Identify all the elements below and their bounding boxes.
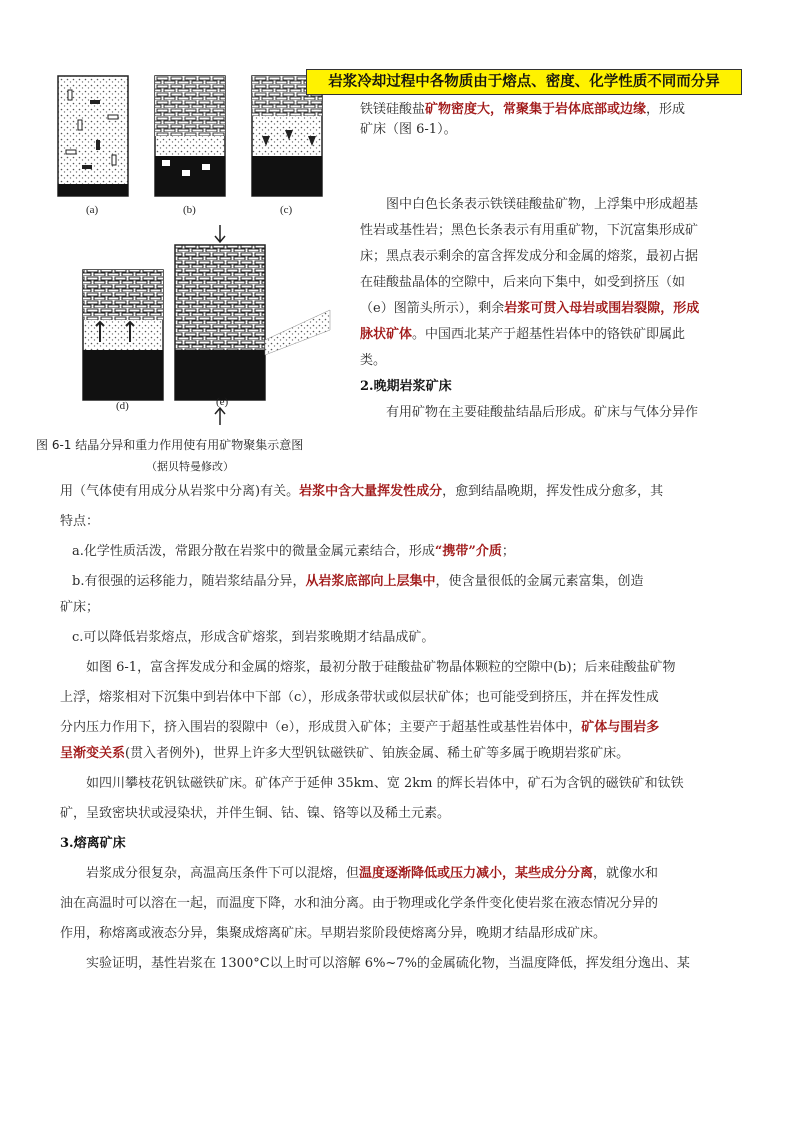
text-run: ，愈到结晶晚期，挥发性成分愈多，其 — [442, 484, 664, 499]
text-line: 有用矿物在主要硅酸盐结晶后形成。矿床与气体分异作 — [386, 405, 699, 420]
list-item: c.可以降低岩浆熔点，形成含矿熔浆，到岩浆晚期才结晶成矿。 — [72, 630, 435, 645]
text-line: 矿床； — [60, 600, 100, 615]
text-line: 上浮，熔浆相对下沉集中到岩体中下部（c），形成条带状或似层状矿体；也可能受到挤压，并在挥发性成 — [60, 690, 659, 705]
text-run: 分内压力作用下，挤入围岩的裂隙中（e），形成贯入矿体；主要产于超基性或基性岩体中， — [60, 720, 582, 735]
highlight-run: 温度逐渐降低或压力减小，某些成分分离 — [359, 866, 594, 881]
figure-caption: 图 6-1 结晶分异和重力作用使有用矿物聚集示意图 — [36, 438, 304, 452]
highlight-run: 岩浆中含大量挥发性成分 — [299, 484, 443, 499]
highlight-run: 呈渐变关系 — [60, 746, 126, 761]
panel-label-c: (c) — [280, 204, 293, 216]
panel-label-e: (e) — [216, 396, 229, 408]
highlight-run: 矿体与围岩多 — [581, 720, 660, 735]
list-item — [60, 572, 730, 592]
highlight-run: 矿物密度大，常聚集于岩体底部或边缘 — [425, 102, 647, 117]
text-line: 矿床（图 6-1）。 — [360, 122, 457, 137]
text-line — [60, 864, 730, 884]
crystallization-diagram — [30, 60, 360, 480]
text-line: 如图 6-1，富含挥发成分和金属的熔浆，最初分散于硅酸盐矿物晶体颗粒的空隙中(b)；后来硅酸盐矿物 — [86, 660, 676, 675]
highlight-run: 从岩浆底部向上层集中 — [305, 574, 436, 589]
body-text — [60, 482, 730, 974]
text-line: 图中白色长条表示铁镁硅酸盐矿物，上浮集中形成超基 — [386, 197, 699, 212]
text-line: 在硅酸盐晶体的空隙中，后来向下集中，如受到挤压（如 — [360, 275, 686, 290]
figure-source: （据贝特曼修改） — [146, 460, 234, 473]
text-line: 实验证明，基性岩浆在 1300°C以上时可以溶解 6%~7%的金属硫化物，当温度降低，挥发组分逸出、某 — [86, 956, 690, 971]
text-run: （e）图箭头所示），剩余 — [360, 301, 505, 316]
panel-a — [58, 76, 128, 196]
text-line: 特点： — [60, 514, 100, 529]
text-run: ，就像水和 — [593, 866, 659, 881]
text-line: 如四川攀枝花钒钛磁铁矿床。矿体产于延伸 35km、宽 2km 的辉长岩体中，矿石为含钒的磁铁矿和钛铁 — [86, 776, 684, 791]
text-line — [360, 299, 740, 319]
highlight-run: 脉状矿体 — [360, 327, 413, 342]
text-run: b.有很强的运移能力，随岩浆结晶分异， — [72, 574, 306, 589]
text-line: 性岩或基性岩；黑色长条表示有用重矿物，下沉富集形成矿 — [360, 223, 699, 238]
right-column — [360, 100, 740, 423]
text-line: 类。 — [360, 353, 387, 368]
text-line: 油在高温时可以溶在一起，而温度下降，水和油分离。由于物理或化学条件变化使岩浆在液态情况分异的 — [60, 896, 659, 911]
text-run: 。中国西北某产于超基性岩体中的铬铁矿即属此 — [412, 327, 686, 342]
panel-label-b: (b) — [183, 204, 196, 216]
text-run: (贯入者例外)，世界上许多大型钒钛磁铁矿、铂族金属、稀土矿等多属于晚期岩浆矿床。 — [125, 746, 630, 761]
section-heading: 3.熔离矿床 — [60, 836, 126, 851]
panel-label-a: (a) — [86, 204, 99, 216]
text-run: ，形成 — [646, 102, 686, 117]
text-run: 用（气体使有用成分从岩浆中分离)有关。 — [60, 484, 300, 499]
callout-banner: 岩浆冷却过程中各物质由于熔点、密度、化学性质不同而分异 — [306, 69, 742, 95]
text-run: a.化学性质活泼，常跟分散在岩浆中的微量金属元素结合，形成 — [72, 544, 435, 559]
text-line: 作用，称熔离或液态分异，集聚成熔离矿床。早期岩浆阶段使熔离分异，晚期才结晶形成矿床。 — [60, 926, 607, 941]
text-line: 矿，呈致密块状或浸染状，并伴生铜、钴、镍、铬等以及稀土元素。 — [60, 806, 451, 821]
section-heading: 2.晚期岩浆矿床 — [360, 379, 452, 394]
panel-b — [155, 76, 225, 196]
list-item — [60, 542, 730, 562]
panel-label-d: (d) — [116, 400, 129, 412]
highlight-run: “携带”介质 — [434, 544, 502, 559]
text-line — [60, 482, 730, 502]
text-run: 岩浆成分很复杂，高温高压条件下可以混熔，但 — [86, 866, 360, 881]
panel-d — [83, 270, 163, 400]
text-line — [60, 718, 730, 738]
text-line — [360, 325, 740, 345]
text-line — [360, 100, 740, 120]
panel-e — [175, 225, 330, 425]
text-run: 铁镁硅酸盐 — [360, 102, 426, 117]
text-run: ，使含量很低的金属元素富集，创造 — [435, 574, 644, 589]
highlight-run: 岩浆可贯入母岩或围岩裂隙，形成 — [504, 301, 700, 316]
text-line: 床；黑点表示剩余的富含挥发成分和金属的熔浆，最初占据 — [360, 249, 699, 264]
figure-6-1 — [30, 60, 360, 480]
text-line — [60, 744, 730, 764]
text-run: ； — [501, 544, 515, 559]
